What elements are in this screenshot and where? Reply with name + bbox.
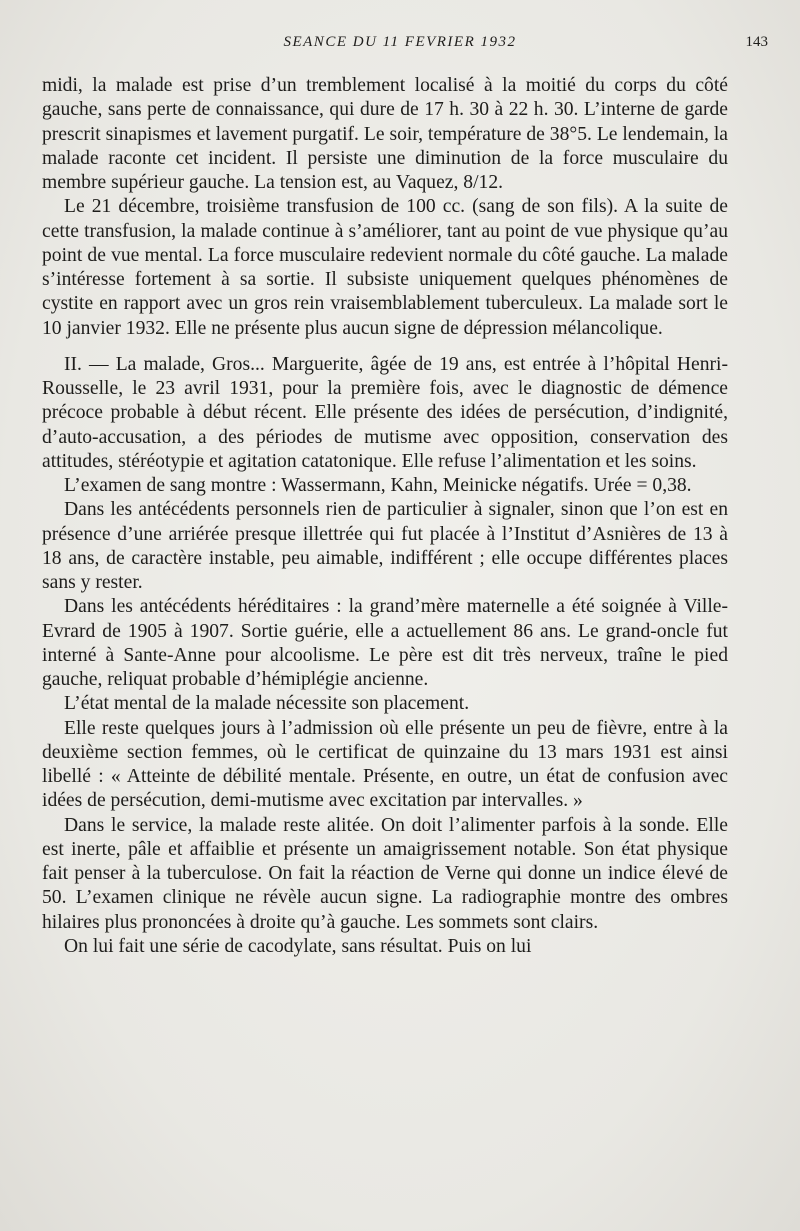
body-text <box>42 74 728 959</box>
paragraph: Le 21 décembre, troisième transfusion de 100 cc. (sang de son fils). A la suite de cette transfusion, la malade continue à s’améliorer, tant au point de vue physique qu’au point de vue mental. La force musculaire redevient normale du côté gauche. La malade s’intéresse fortement à sa sortie. Il subsiste uniquement quelques phénomènes de cystite en rapport avec un gros rein vraisemblablement tuberculeux. La malade sort le 10 janvier 1932. Elle ne présente plus aucun signe de dépression mélancolique. <box>42 196 728 339</box>
paragraph-case-two: II. — La malade, Gros... Marguerite, âgée de 19 ans, est entrée à l’hôpital Henri-Rousselle, le 23 avril 1931, pour la première fois, avec le diagnostic de démence précoce probable à début récent. Elle présente des idées de persécution, d’indignité, d’auto-accusation, a des périodes de mutisme avec opposition, conservation des attitudes, stéréotypie et agitation catatonique. Elle refuse l’alimentation et les soins. <box>42 353 728 472</box>
running-title: SEANCE DU 11 FEVRIER 1932 <box>283 34 517 50</box>
page-number: 143 <box>745 34 768 50</box>
paragraph: Elle reste quelques jours à l’admission où elle présente un peu de fièvre, entre à la deuxième section femmes, où le certificat de quinzaine du 13 mars 1931 est ainsi libellé : « Atteinte de débilité mentale. Présente, en outre, un état de confusion avec idées de persécution, demi-mutisme avec excitation par intervalles. » <box>42 717 728 812</box>
paragraph: Dans les antécédents héréditaires : la grand’mère maternelle a été soignée à Ville-Evrard de 1905 à 1907. Sortie guérie, elle a actuellement 86 ans. Le grand-oncle fut interné à Sante-Anne pour alcoolisme. Le père est dit très nerveux, traîne le pied gauche, reliquat probable d’hémiplégie ancienne. <box>42 596 728 690</box>
paragraph: L’état mental de la malade nécessite son placement. <box>64 693 470 715</box>
paragraph: Dans le service, la malade reste alitée. On doit l’alimenter parfois à la sonde. Elle est inerte, pâle et affaiblie et présente un amaigrissement notable. Son état physique fait penser à la tuberculose. On fait la réaction de Verne qui donne un indice élevé de 50. L’examen clinique ne révèle aucun signe. La radiographie montre des ombres hilaires plus prononcées à droite qu’à gauche. Les sommets sont clairs. <box>42 814 728 933</box>
paragraph-continued: midi, la malade est prise d’un tremblement localisé à la moitié du corps du côté gauche, sans perte de connaissance, qui dure de 17 h. 30 à 22 h. 30. L’interne de garde prescrit sinapismes et lavement purgatif. Le soir, température de 38°5. Le lendemain, la malade raconte cet incident. Il persiste une diminution de la force musculaire du membre supérieur gauche. La tension est, au Vaquez, 8/12. <box>42 75 728 193</box>
running-head <box>0 28 800 58</box>
paragraph: L’examen de sang montre : Wassermann, Kahn, Meinicke négatifs. Urée = 0,38. <box>64 475 692 496</box>
paragraph: Dans les antécédents personnels rien de particulier à signaler, sinon que l’on est en présence d’une arriérée presque illettrée qui fut placée à l’Institut d’Asnières de 13 à 18 ans, de caractère instable, peu aimable, indifférent ; elle occupe différentes places sans y rester. <box>42 499 728 593</box>
paragraph-final: On lui fait une série de cacodylate, sans résultat. Puis on lui <box>64 935 532 957</box>
